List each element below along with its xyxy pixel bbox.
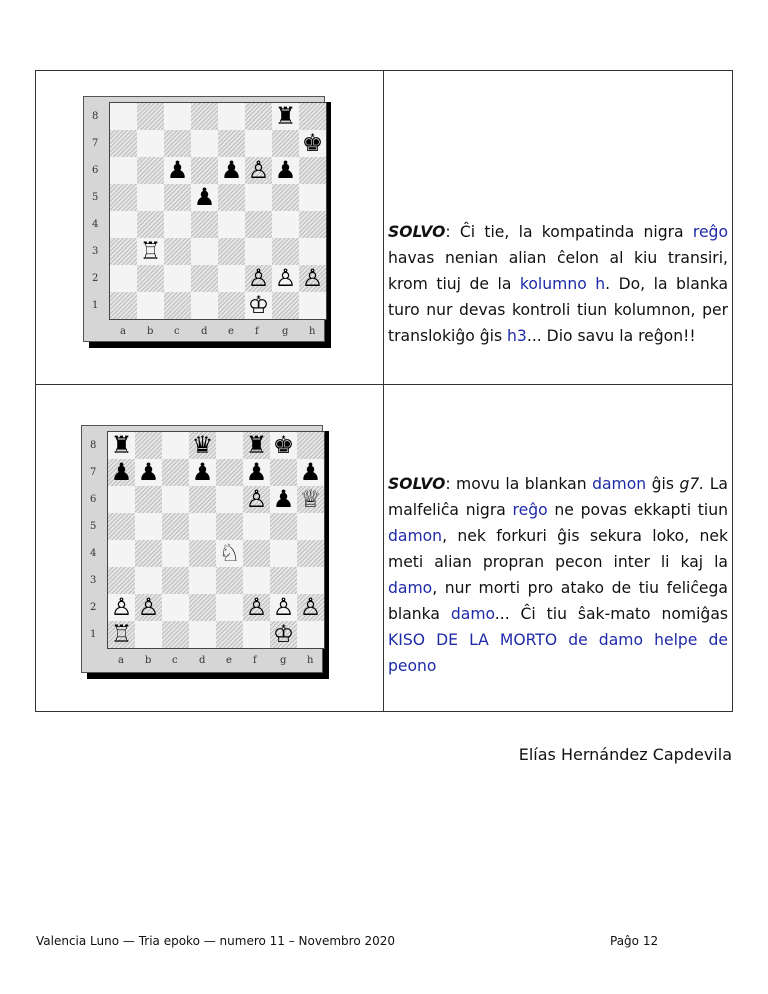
chess-piece: ♙ — [272, 593, 295, 621]
chess-piece: ♙ — [247, 156, 270, 184]
square-c6 — [164, 157, 191, 184]
file-label: e — [228, 326, 234, 337]
square-f1 — [243, 621, 270, 648]
rank-label: 4 — [92, 219, 99, 230]
square-c2 — [162, 594, 189, 621]
square-b3 — [135, 567, 162, 594]
square-f2 — [245, 265, 272, 292]
square-e1 — [216, 621, 243, 648]
column-divider — [383, 385, 384, 711]
solution-label: SOLVO — [388, 475, 446, 493]
square-b5 — [135, 513, 162, 540]
file-label: g — [280, 655, 287, 666]
square-c8 — [162, 432, 189, 459]
chess-piece: ♕ — [299, 485, 322, 513]
chess-piece: ♙ — [137, 593, 160, 621]
chess-piece: ♟ — [166, 156, 189, 184]
square-d1 — [189, 621, 216, 648]
chess-piece: ♙ — [245, 485, 268, 513]
square-d8 — [189, 432, 216, 459]
square-d5 — [191, 184, 218, 211]
rank-label: 3 — [92, 246, 99, 257]
square-h8 — [299, 103, 326, 130]
square-d4 — [191, 211, 218, 238]
square-h1 — [297, 621, 324, 648]
square-b6 — [135, 486, 162, 513]
column-divider — [383, 71, 384, 384]
square-h6 — [299, 157, 326, 184]
file-label: h — [307, 655, 314, 666]
square-a5 — [110, 184, 137, 211]
chess-piece: ♟ — [193, 183, 216, 211]
square-h7 — [297, 459, 324, 486]
solution-label: SOLVO — [388, 223, 446, 241]
highlight-word: reĝo — [512, 501, 548, 519]
square-g6 — [270, 486, 297, 513]
square-e7 — [218, 130, 245, 157]
square-a4 — [110, 211, 137, 238]
rank-label: 3 — [90, 575, 97, 586]
square-g2 — [270, 594, 297, 621]
file-label: a — [118, 655, 124, 666]
square-e2 — [216, 594, 243, 621]
rank-label: 5 — [92, 192, 99, 203]
square-c4 — [162, 540, 189, 567]
square-d7 — [189, 459, 216, 486]
square-f4 — [245, 211, 272, 238]
square-b6 — [137, 157, 164, 184]
rank-label: 2 — [92, 273, 99, 284]
square-a3 — [108, 567, 135, 594]
square-d2 — [191, 265, 218, 292]
square-e4 — [216, 540, 243, 567]
square-c4 — [164, 211, 191, 238]
chess-piece: ♙ — [247, 264, 270, 292]
square-e5 — [216, 513, 243, 540]
file-label: c — [172, 655, 178, 666]
square-c1 — [162, 621, 189, 648]
author-name: Elías Hernández Capdevila — [518, 745, 732, 764]
solution-text-1 — [388, 219, 728, 349]
square-f7 — [243, 459, 270, 486]
square-d2 — [189, 594, 216, 621]
solution-text: : Ĉi tie, la kompatinda nigra — [445, 223, 693, 241]
puzzle-row-1 — [36, 71, 732, 385]
square-e6 — [218, 157, 245, 184]
chess-piece: ♙ — [299, 593, 322, 621]
square-b7 — [135, 459, 162, 486]
chess-piece: ♙ — [301, 264, 324, 292]
square-f6 — [245, 157, 272, 184]
highlight-word: damo — [450, 605, 495, 623]
square-g5 — [270, 513, 297, 540]
square-g1 — [272, 292, 299, 319]
highlight-word: damon — [592, 475, 647, 493]
square-c7 — [162, 459, 189, 486]
chess-piece: ♙ — [110, 593, 133, 621]
square-c5 — [162, 513, 189, 540]
diagram-frame — [83, 96, 325, 342]
chess-piece: ♟ — [245, 458, 268, 486]
square-a7 — [110, 130, 137, 157]
square-g6 — [272, 157, 299, 184]
square-b2 — [137, 265, 164, 292]
solution-text: ĝis — [646, 475, 680, 493]
file-label: b — [145, 655, 152, 666]
square-d6 — [189, 486, 216, 513]
rank-label: 5 — [90, 521, 97, 532]
chess-piece: ♟ — [299, 458, 322, 486]
square-a2 — [110, 265, 137, 292]
solution-text: : movu la blankan — [445, 475, 593, 493]
highlight-word: damo — [388, 579, 433, 597]
chess-piece: ♖ — [139, 237, 162, 265]
square-h8 — [297, 432, 324, 459]
file-label: b — [147, 326, 154, 337]
highlight-word: kolumno h — [519, 275, 606, 293]
rank-label: 8 — [92, 111, 99, 122]
chess-piece: ♟ — [272, 485, 295, 513]
chess-piece: ♟ — [137, 458, 160, 486]
rank-label: 6 — [90, 494, 97, 505]
square-a4 — [108, 540, 135, 567]
square-f3 — [245, 238, 272, 265]
square-a1 — [108, 621, 135, 648]
chess-piece: ♘ — [218, 539, 241, 567]
square-g1 — [270, 621, 297, 648]
square-b5 — [137, 184, 164, 211]
highlight-word: KISO DE LA MORTO de damo helpe de peono — [388, 631, 728, 675]
square-a2 — [108, 594, 135, 621]
square-d7 — [191, 130, 218, 157]
solutions-table — [35, 70, 733, 712]
square-g3 — [270, 567, 297, 594]
square-h2 — [297, 594, 324, 621]
chess-diagram-1 — [83, 96, 331, 348]
solution-text: La malfeliĉa nigra — [388, 475, 728, 519]
diagram-frame — [81, 425, 323, 673]
square-f2 — [243, 594, 270, 621]
square-a8 — [110, 103, 137, 130]
solution-text-2 — [388, 471, 728, 679]
square-g3 — [272, 238, 299, 265]
file-label: h — [309, 326, 316, 337]
square-c5 — [164, 184, 191, 211]
solution-text: ne povas ekkapti tiun — [547, 501, 728, 519]
chess-piece: ♔ — [272, 620, 295, 648]
square-d4 — [189, 540, 216, 567]
file-label: c — [174, 326, 180, 337]
square-f8 — [243, 432, 270, 459]
square-b8 — [135, 432, 162, 459]
square-g7 — [270, 459, 297, 486]
square-c8 — [164, 103, 191, 130]
square-h4 — [299, 211, 326, 238]
square-g4 — [270, 540, 297, 567]
rank-label: 1 — [90, 629, 97, 640]
square-b1 — [137, 292, 164, 319]
square-e2 — [218, 265, 245, 292]
file-label: e — [226, 655, 232, 666]
square-b4 — [137, 211, 164, 238]
rank-label: 7 — [92, 138, 99, 149]
file-label: g — [282, 326, 289, 337]
chess-piece: ♜ — [274, 102, 297, 130]
square-c7 — [164, 130, 191, 157]
square-g5 — [272, 184, 299, 211]
chess-piece: ♟ — [220, 156, 243, 184]
rank-label: 2 — [90, 602, 97, 613]
chess-piece: ♜ — [110, 431, 133, 459]
square-a3 — [110, 238, 137, 265]
square-e3 — [216, 567, 243, 594]
highlight-word: damon — [388, 527, 443, 545]
square-c3 — [164, 238, 191, 265]
square-e5 — [218, 184, 245, 211]
square-h5 — [297, 513, 324, 540]
square-b8 — [137, 103, 164, 130]
chess-piece: ♟ — [274, 156, 297, 184]
square-h7 — [299, 130, 326, 157]
square-e8 — [218, 103, 245, 130]
rank-label: 4 — [90, 548, 97, 559]
chess-piece: ♖ — [110, 620, 133, 648]
square-d1 — [191, 292, 218, 319]
square-d3 — [189, 567, 216, 594]
chess-board — [107, 431, 325, 649]
square-f7 — [245, 130, 272, 157]
square-a1 — [110, 292, 137, 319]
square-e8 — [216, 432, 243, 459]
square-b3 — [137, 238, 164, 265]
footer-publication: Valencia Luno — Tria epoko — numero 11 – Novembro 2020 — [36, 934, 396, 948]
square-f1 — [245, 292, 272, 319]
square-g7 — [272, 130, 299, 157]
move-notation: g7. — [679, 475, 705, 493]
puzzle-row-2 — [36, 385, 732, 711]
square-f3 — [243, 567, 270, 594]
square-d3 — [191, 238, 218, 265]
square-b1 — [135, 621, 162, 648]
square-h5 — [299, 184, 326, 211]
square-d8 — [191, 103, 218, 130]
square-a5 — [108, 513, 135, 540]
square-h3 — [299, 238, 326, 265]
square-g8 — [272, 103, 299, 130]
square-a6 — [108, 486, 135, 513]
square-c1 — [164, 292, 191, 319]
square-e7 — [216, 459, 243, 486]
file-label: f — [255, 326, 259, 337]
square-a7 — [108, 459, 135, 486]
square-c3 — [162, 567, 189, 594]
file-label: d — [201, 326, 208, 337]
file-label: f — [253, 655, 257, 666]
solution-text: ... Ĉi tiu ŝak-mato nomiĝas — [494, 605, 728, 623]
square-h4 — [297, 540, 324, 567]
square-g4 — [272, 211, 299, 238]
solution-text: ... Dio savu la reĝon!! — [526, 327, 696, 345]
chess-piece: ♟ — [110, 458, 133, 486]
solution-text: . Do, la blanka turo nur devas kontroli tiun kolumnon, per translokiĝo ĝis — [388, 275, 729, 345]
chess-piece: ♚ — [301, 129, 324, 157]
highlight-word: h3 — [507, 327, 527, 345]
square-e3 — [218, 238, 245, 265]
square-a8 — [108, 432, 135, 459]
chess-piece: ♛ — [191, 431, 214, 459]
chess-diagram-2 — [81, 425, 329, 679]
square-b4 — [135, 540, 162, 567]
square-f5 — [245, 184, 272, 211]
chess-piece: ♟ — [191, 458, 214, 486]
solution-text: , nur morti pro atako de tiu feliĉega blanka — [388, 579, 728, 623]
chess-piece: ♙ — [245, 593, 268, 621]
solution-text: , nek forkuri ĝis sekura loko, nek meti alian propran pecon inter li kaj la — [388, 527, 728, 571]
square-f4 — [243, 540, 270, 567]
file-label: a — [120, 326, 126, 337]
square-d6 — [191, 157, 218, 184]
square-b2 — [135, 594, 162, 621]
square-h6 — [297, 486, 324, 513]
square-f8 — [245, 103, 272, 130]
chess-piece: ♚ — [272, 431, 295, 459]
square-g2 — [272, 265, 299, 292]
square-e6 — [216, 486, 243, 513]
square-g8 — [270, 432, 297, 459]
highlight-word: reĝo — [692, 223, 728, 241]
square-c2 — [164, 265, 191, 292]
square-e1 — [218, 292, 245, 319]
solution-text: havas nenian alian ĉelon al kiu transiri, krom tiuj de la — [388, 249, 728, 293]
square-b7 — [137, 130, 164, 157]
chess-piece: ♔ — [247, 291, 270, 319]
square-f6 — [243, 486, 270, 513]
chess-piece: ♜ — [245, 431, 268, 459]
chess-board — [109, 102, 327, 320]
square-h1 — [299, 292, 326, 319]
rank-label: 6 — [92, 165, 99, 176]
rank-label: 8 — [90, 440, 97, 451]
chess-piece: ♙ — [274, 264, 297, 292]
square-h2 — [299, 265, 326, 292]
square-d5 — [189, 513, 216, 540]
rank-label: 7 — [90, 467, 97, 478]
square-h3 — [297, 567, 324, 594]
square-a6 — [110, 157, 137, 184]
rank-label: 1 — [92, 300, 99, 311]
file-label: d — [199, 655, 206, 666]
square-c6 — [162, 486, 189, 513]
square-f5 — [243, 513, 270, 540]
square-e4 — [218, 211, 245, 238]
footer-page-number: Paĝo 12 — [610, 934, 659, 948]
